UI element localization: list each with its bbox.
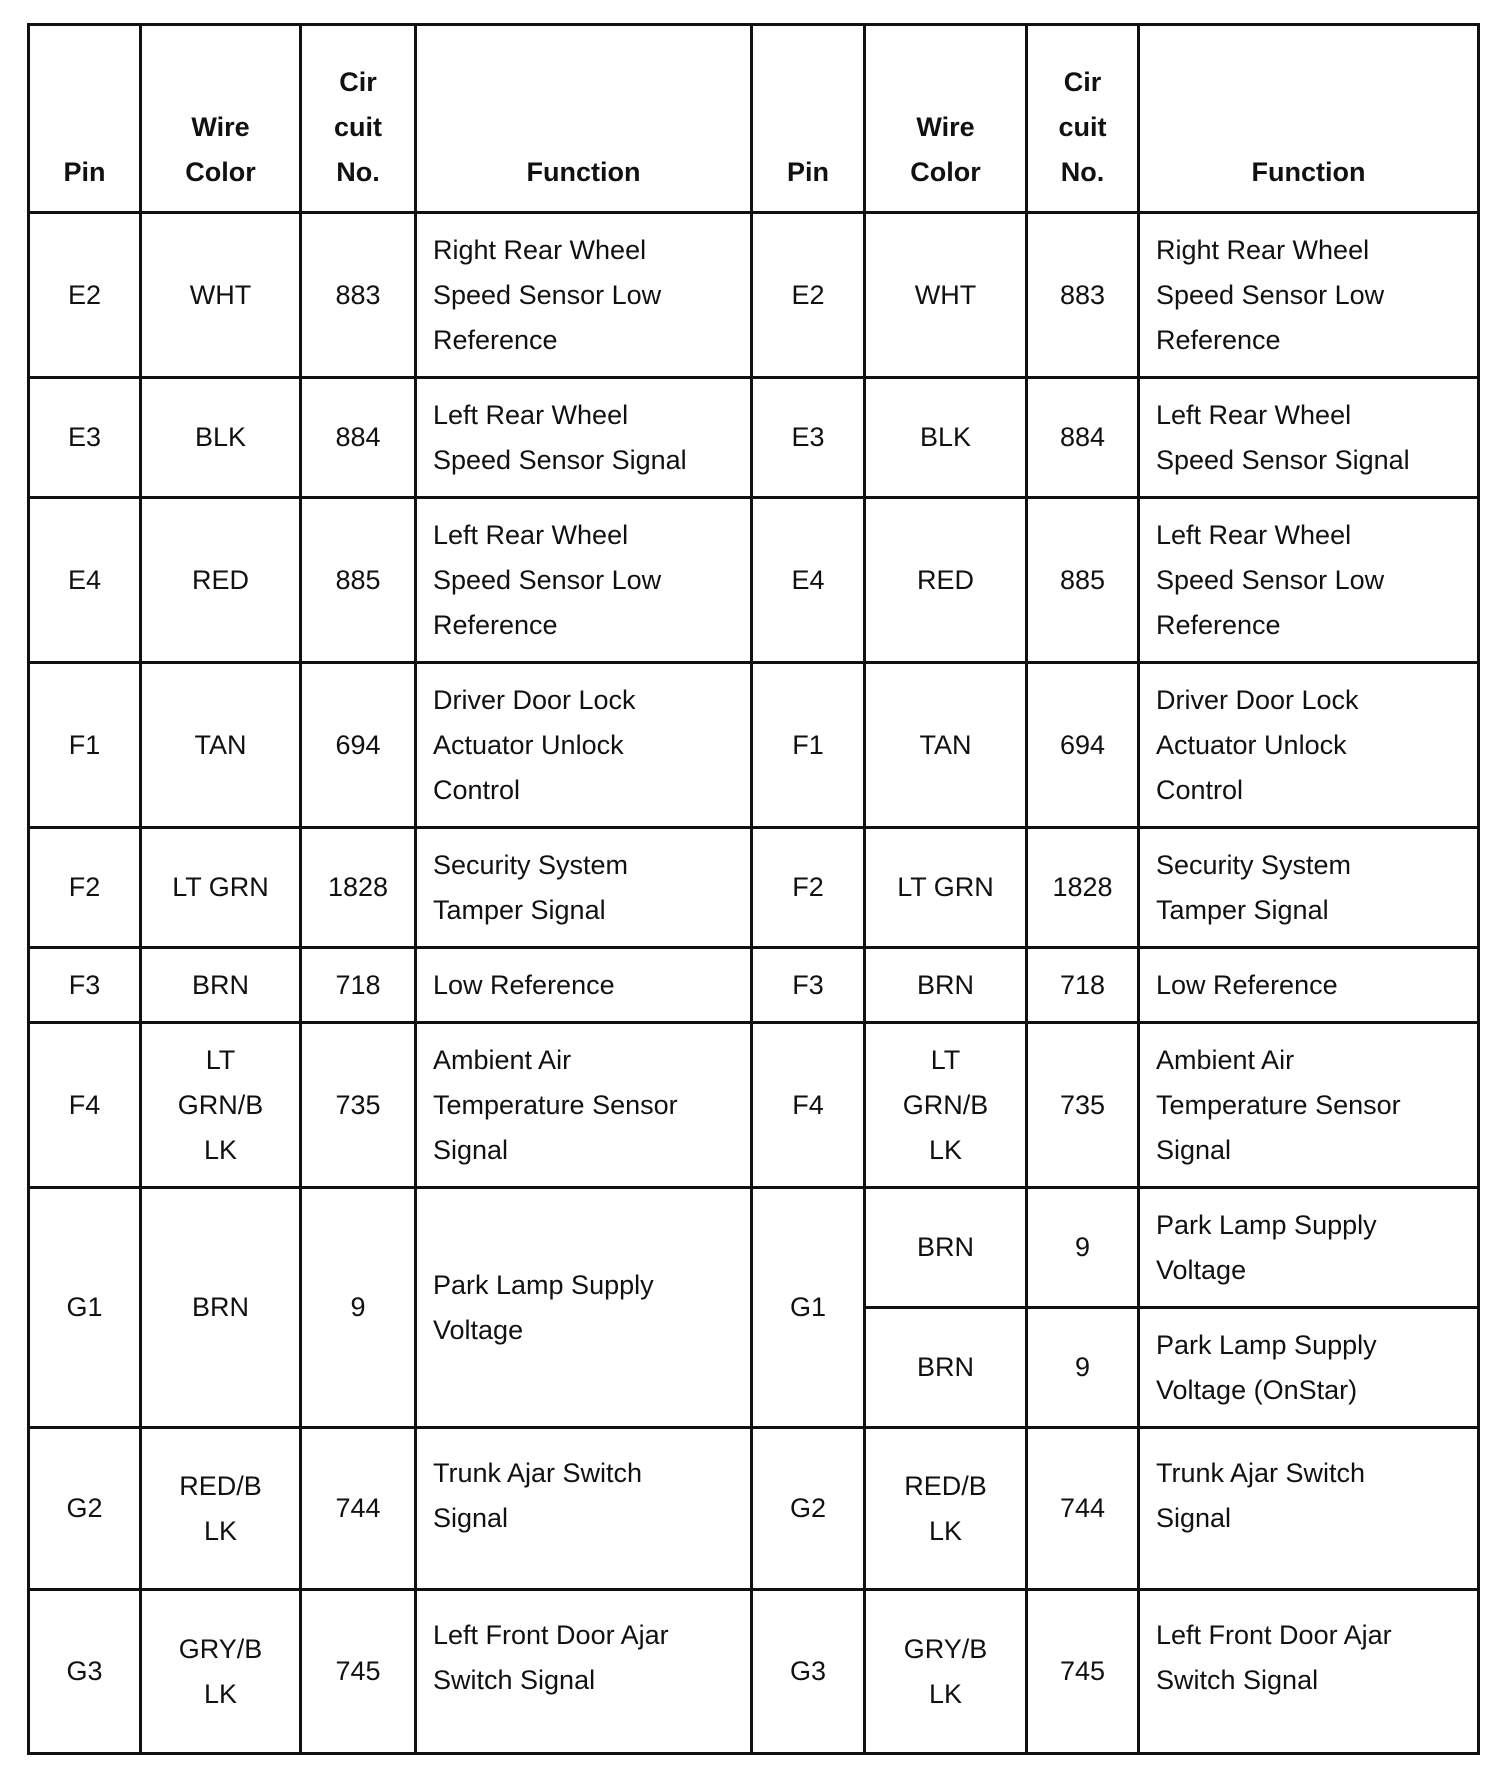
function-cell: Trunk Ajar Switch Signal [416, 1428, 752, 1590]
wire-color-cell: GRY/B LK [141, 1590, 301, 1754]
pin-cell: E3 [29, 378, 141, 498]
wire-color-cell: BRN [865, 1308, 1027, 1428]
wire-color-cell: BRN [865, 1188, 1027, 1308]
wire-color-cell: BLK [865, 378, 1027, 498]
wire-color-cell: RED [141, 498, 301, 663]
wire-color-cell: LT GRN/B LK [141, 1023, 301, 1188]
pin-cell: G2 [29, 1428, 141, 1590]
function-cell: Left Rear Wheel Speed Sensor Signal [416, 378, 752, 498]
wire-color-cell: BRN [865, 948, 1027, 1023]
function-cell: Park Lamp Supply Voltage [416, 1188, 752, 1428]
circuit-cell: 884 [1027, 378, 1139, 498]
circuit-cell: 1828 [1027, 828, 1139, 948]
pin-cell: F3 [29, 948, 141, 1023]
circuit-cell: 9 [1027, 1308, 1139, 1428]
function-cell: Left Rear Wheel Speed Sensor Low Reference [1139, 498, 1479, 663]
wire-color-cell: TAN [141, 663, 301, 828]
circuit-cell: 718 [1027, 948, 1139, 1023]
circuit-cell: 883 [1027, 213, 1139, 378]
wire-color-cell: BRN [141, 948, 301, 1023]
pin-cell: E2 [29, 213, 141, 378]
circuit-cell: 735 [1027, 1023, 1139, 1188]
pin-cell: F1 [752, 663, 865, 828]
table-row [29, 1023, 1479, 1188]
connector-pinout-table [27, 23, 1480, 1755]
pin-cell: F4 [752, 1023, 865, 1188]
wire-color-cell: WHT [141, 213, 301, 378]
table-row [29, 1428, 1479, 1590]
circuit-cell: 694 [1027, 663, 1139, 828]
pin-cell: G3 [752, 1590, 865, 1754]
table-row [29, 828, 1479, 948]
wire-color-cell: BRN [141, 1188, 301, 1428]
pin-cell: E4 [752, 498, 865, 663]
circuit-cell: 744 [301, 1428, 416, 1590]
circuit-cell: 735 [301, 1023, 416, 1188]
circuit-cell: 745 [1027, 1590, 1139, 1754]
header-circuit-no: Cir cuit No. [1027, 25, 1139, 213]
function-cell: Low Reference [1139, 948, 1479, 1023]
circuit-cell: 718 [301, 948, 416, 1023]
wire-color-cell: WHT [865, 213, 1027, 378]
circuit-cell: 885 [301, 498, 416, 663]
circuit-cell: 884 [301, 378, 416, 498]
circuit-cell: 1828 [301, 828, 416, 948]
table-row [29, 948, 1479, 1023]
wire-color-cell: BLK [141, 378, 301, 498]
wire-color-cell: RED [865, 498, 1027, 663]
circuit-cell: 744 [1027, 1428, 1139, 1590]
wire-color-cell: TAN [865, 663, 1027, 828]
circuit-cell: 883 [301, 213, 416, 378]
table-row [29, 378, 1479, 498]
pin-cell: E4 [29, 498, 141, 663]
table-row [29, 498, 1479, 663]
function-cell: Trunk Ajar Switch Signal [1139, 1428, 1479, 1590]
header-wire-color: Wire Color [865, 25, 1027, 213]
table-row [29, 213, 1479, 378]
header-wire-color: Wire Color [141, 25, 301, 213]
function-cell: Security System Tamper Signal [1139, 828, 1479, 948]
circuit-cell: 9 [301, 1188, 416, 1428]
pin-cell: F2 [752, 828, 865, 948]
function-cell: Park Lamp Supply Voltage (OnStar) [1139, 1308, 1479, 1428]
function-cell: Low Reference [416, 948, 752, 1023]
header-row [29, 25, 1479, 213]
pin-cell: G1 [29, 1188, 141, 1428]
function-cell: Right Rear Wheel Speed Sensor Low Reference [416, 213, 752, 378]
function-cell: Security System Tamper Signal [416, 828, 752, 948]
pin-cell: F2 [29, 828, 141, 948]
wire-color-cell: LT GRN [141, 828, 301, 948]
function-cell: Ambient Air Temperature Sensor Signal [416, 1023, 752, 1188]
function-cell: Driver Door Lock Actuator Unlock Control [1139, 663, 1479, 828]
circuit-cell: 885 [1027, 498, 1139, 663]
pin-cell: F4 [29, 1023, 141, 1188]
circuit-cell: 745 [301, 1590, 416, 1754]
pin-cell: F3 [752, 948, 865, 1023]
header-function: Function [416, 25, 752, 213]
function-cell: Left Rear Wheel Speed Sensor Low Reference [416, 498, 752, 663]
pin-cell: E3 [752, 378, 865, 498]
function-cell: Park Lamp Supply Voltage [1139, 1188, 1479, 1308]
wire-color-cell: RED/B LK [865, 1428, 1027, 1590]
table-row [29, 1590, 1479, 1754]
pin-cell: G1 [752, 1188, 865, 1428]
wire-color-cell: RED/B LK [141, 1428, 301, 1590]
circuit-cell: 694 [301, 663, 416, 828]
pin-cell: F1 [29, 663, 141, 828]
pin-cell: G2 [752, 1428, 865, 1590]
function-cell: Left Front Door Ajar Switch Signal [416, 1590, 752, 1754]
wire-color-cell: GRY/B LK [865, 1590, 1027, 1754]
header-pin: Pin [29, 25, 141, 213]
function-cell: Left Rear Wheel Speed Sensor Signal [1139, 378, 1479, 498]
function-cell: Ambient Air Temperature Sensor Signal [1139, 1023, 1479, 1188]
header-function: Function [1139, 25, 1479, 213]
header-pin: Pin [752, 25, 865, 213]
pin-cell: G3 [29, 1590, 141, 1754]
circuit-cell: 9 [1027, 1188, 1139, 1308]
function-cell: Right Rear Wheel Speed Sensor Low Reference [1139, 213, 1479, 378]
function-cell: Driver Door Lock Actuator Unlock Control [416, 663, 752, 828]
table-row [29, 663, 1479, 828]
wire-color-cell: LT GRN [865, 828, 1027, 948]
function-cell: Left Front Door Ajar Switch Signal [1139, 1590, 1479, 1754]
wire-color-cell: LT GRN/B LK [865, 1023, 1027, 1188]
header-circuit-no: Cir cuit No. [301, 25, 416, 213]
pin-cell: E2 [752, 213, 865, 378]
table-row [29, 1188, 1479, 1308]
